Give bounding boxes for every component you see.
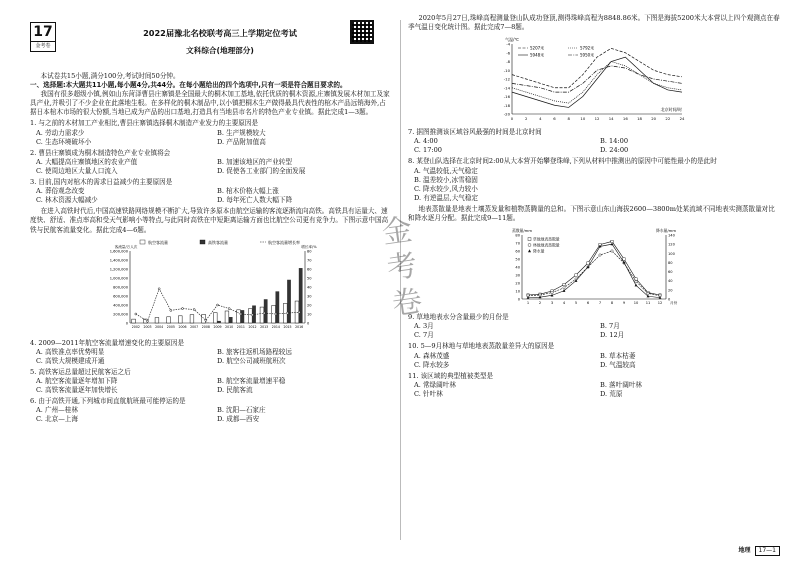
right-column	[408, 14, 780, 399]
bar-rail	[229, 317, 233, 323]
y2-tick-label: 50	[307, 276, 312, 281]
x-tick-label: 3	[550, 301, 554, 306]
option-a: A. 高铁准点率优势明显	[36, 347, 105, 356]
option-b: B. 航空客流量增速平稳	[217, 376, 286, 385]
y2-tick-label: 0	[668, 297, 671, 302]
y2-tick-label: 0	[307, 321, 310, 326]
option-a: A. 葬俗观念改变	[36, 187, 85, 196]
question-5	[30, 368, 392, 395]
bar-rail	[240, 310, 244, 323]
passage-3: 2020年5月27日,珠峰高程测量登山队成功登顶,测得珠峰高程为8848.86米。下图是海拔5200米大本营以上四个观测点在春季气温日变化统计图。据此完成7—8题。	[408, 14, 780, 32]
option-d: D. 气温较高	[600, 360, 636, 369]
growth-point	[287, 312, 289, 314]
x-tick-label: 2002	[131, 324, 140, 329]
bar-rail	[287, 279, 291, 322]
y2-tick-label: 60	[307, 267, 312, 272]
legend-swatch	[528, 249, 531, 252]
question-6	[30, 397, 392, 424]
option-d: D. 航空公司减班航班次	[217, 356, 286, 365]
question-stem: 11. 该区域的典型植被类型是	[408, 371, 494, 380]
option-c: C. 降水较少,风力较小	[414, 184, 478, 193]
x-tick-label: 2014	[271, 324, 280, 329]
option-a: A. 航空客流量逐年增加下降	[36, 376, 118, 385]
growth-point	[193, 308, 195, 310]
option-a: A. 4:00	[414, 137, 438, 146]
y-tick-label: 10	[515, 289, 520, 294]
growth-point	[217, 304, 219, 306]
option-a: A. 3月	[414, 322, 434, 331]
legend-label: 林地地表蒸散量	[533, 242, 560, 248]
option-a: A. 劳动力需求少	[36, 128, 85, 137]
bar-rail	[264, 299, 268, 323]
growth-point	[182, 307, 184, 309]
x-tick-label: 5	[574, 301, 578, 306]
x-tick-label: 6	[553, 116, 556, 122]
question-stem: 7. 据图推测该区域谷风最强的时间是北京时间	[408, 128, 542, 137]
y2-tick-label: 80	[307, 249, 312, 254]
option-a: A. 常绿阔叶林	[414, 380, 456, 389]
x-tick-label: 8	[610, 301, 614, 306]
y-tick-label: 1,000,000	[109, 276, 128, 281]
bar-rail	[217, 321, 221, 323]
option-c: C. 林木资源大幅减少	[36, 196, 98, 205]
question-stem: 5. 高铁客运总量超过民航客运之后	[30, 367, 131, 376]
legend-swatch	[140, 240, 145, 244]
question-1	[30, 119, 392, 146]
exam-title: 2022届豫北名校联考高三上学期定位考试	[143, 28, 297, 38]
y2-tick-label: 30	[307, 294, 312, 299]
x-tick-label: 4	[562, 301, 566, 306]
footer-page-number: 17—1	[755, 546, 780, 556]
paper-number-tab	[30, 22, 56, 52]
growth-point	[275, 313, 277, 315]
legend-label: 草地地表蒸散量	[533, 236, 560, 242]
temperature-diurnal-chart	[490, 34, 690, 126]
x-tick-label: 10	[633, 301, 639, 306]
question-9	[408, 313, 780, 340]
x-tick-label: 2005	[166, 324, 175, 329]
exam-subtitle: 文科综合(地理部分)	[186, 46, 254, 55]
passage-2: 在进入高铁时代后,中国高速铁路网络规模不断扩大,导致许多原本由航空运输的客流逐渐流向高铁。高铁具有运量大、速度快、舒适、准点率高和受天气影响小等特点,与此同时高铁在中短距离运输方面也比航空公司更有竞争力。下图示意中国高铁与民航客流量变化。据此完成4—6题。	[30, 207, 389, 234]
question-4	[30, 339, 392, 366]
y2-tick-label: 120	[668, 242, 675, 247]
option-a: A. 气温较低,天气稳定	[414, 166, 478, 175]
y-tick-label: 600,000	[113, 294, 128, 299]
x-tick-label: 22	[665, 116, 671, 122]
bar-air	[248, 308, 252, 322]
option-b: B. 棺木价格大幅上涨	[217, 187, 279, 196]
x-tick-label: 7	[598, 301, 602, 306]
y-tick-label: -4	[506, 41, 510, 47]
left-column	[30, 72, 392, 424]
legend-swatch	[200, 240, 205, 244]
question-stem: 8. 某登山队选择在北京时间2:00从大本营开始攀登珠峰,下列从材料中推测出的原因中可能性最小的是此时	[408, 157, 717, 166]
y-tick-label: 800,000	[113, 285, 128, 290]
y-tick-label: -10	[503, 67, 510, 73]
x-tick-label: 2008	[201, 324, 210, 329]
x-tick-label: 24	[679, 116, 685, 122]
x-tick-label: 2015	[283, 324, 292, 329]
y-tick-label: 0	[125, 321, 128, 326]
y-tick-label: 0	[517, 297, 520, 302]
question-stem: 6. 由于高铁开通,下列城市间直航航班最可能停运的是	[30, 397, 186, 406]
paper-brand: 金考卷	[31, 41, 55, 51]
y2-axis-label: 增长率/%	[301, 244, 317, 249]
footer-subject: 地理	[738, 546, 751, 554]
data-point	[647, 292, 649, 294]
y-tick-label: -8	[506, 59, 510, 65]
watermark: 金考卷	[374, 213, 424, 325]
bar-air	[202, 314, 206, 323]
x-tick-label: 2011	[236, 324, 245, 329]
series-line	[512, 62, 682, 104]
paper-number: 17	[33, 24, 53, 40]
legend-swatch	[528, 244, 531, 247]
x-tick-label: 2016	[295, 324, 304, 329]
y-tick-label: -14	[503, 85, 510, 91]
question-8	[408, 157, 780, 202]
option-b: B. 落叶阔叶林	[600, 380, 643, 389]
y-axis-label: 客流量/万人次	[114, 244, 138, 249]
y-tick-label: 30	[515, 273, 520, 278]
question-10	[408, 342, 780, 369]
growth-point	[135, 313, 137, 315]
data-point	[563, 284, 565, 286]
y-tick-label: 50	[515, 257, 520, 262]
y-tick-label: 20	[515, 281, 520, 286]
bar-rail	[275, 291, 279, 323]
x-tick-label: 0	[510, 116, 514, 122]
x-tick-label: 20	[651, 116, 657, 122]
growth-point	[252, 313, 254, 315]
x-tick-label: 9	[622, 301, 626, 306]
series-line	[528, 242, 660, 296]
data-point	[611, 240, 613, 242]
qr-code-icon	[350, 20, 374, 44]
growth-point	[240, 313, 242, 315]
bar-air	[190, 314, 194, 322]
growth-point	[170, 309, 172, 311]
option-b: B. 温差较小,冰雪稳固	[414, 175, 478, 184]
y2-tick-label: 20	[307, 303, 312, 308]
bar-air	[237, 309, 241, 322]
option-b: B. 生产规模较大	[217, 128, 266, 137]
question-2	[30, 149, 392, 176]
exam-notice: 本试卷共15小题,满分100分,考试时间50分钟。	[40, 72, 180, 80]
series-line	[528, 244, 660, 297]
x-tick-label: 16	[622, 116, 628, 122]
bar-air	[260, 307, 264, 323]
growth-point	[205, 319, 207, 321]
legend-label: 高铁客流量	[208, 239, 228, 245]
x-axis-label: 月份	[670, 301, 678, 306]
x-tick-label: 8	[567, 116, 570, 122]
question-stem: 3. 目前,国内对棺木的需求日益减少的主要原因是	[30, 178, 173, 187]
option-b: B. 加速该地区的产业转型	[217, 157, 292, 166]
data-point	[563, 287, 565, 289]
option-d: D. 民航客流	[217, 386, 253, 395]
x-tick-label: 12	[657, 301, 663, 306]
series-line	[512, 57, 682, 107]
option-d: D. 12月	[600, 331, 625, 340]
legend-label: 5950米	[580, 52, 595, 58]
y-tick-label: 200,000	[113, 312, 128, 317]
y-tick-label: -12	[503, 76, 510, 82]
bar-air	[132, 319, 136, 323]
x-tick-label: 2006	[178, 324, 187, 329]
x-tick-label: 11	[645, 301, 651, 306]
x-tick-label: 6	[586, 301, 590, 306]
question-3	[30, 178, 392, 205]
y2-axis-label: 降水量/mm	[655, 228, 677, 234]
option-d: D. 促使各工业部门的全面发展	[217, 166, 306, 175]
passage-1: 我国有很多超级小镇,例如山东菏泽曹县庄寨镇是全国最大的桐木加工基地,依托优质的桐木资源,庄寨镇发展木材加工及家具产业,并吸引了不少企业在此落地生根。在多样化的桐木制品中,以小镇把桐木生产做得最具代表性的棺木产品远销海外,占据日本棺木市场的很大份额,当地已成为产品的出口基地,打造具有当地县市名片的特色产业专业镇。据此完成1—3题。	[30, 90, 390, 117]
option-c: C. 降水较多	[414, 360, 450, 369]
option-c: C. 7月	[414, 331, 434, 340]
y2-tick-label: 60	[668, 270, 673, 275]
bar-air	[167, 316, 171, 322]
option-d: D. 24:00	[600, 146, 629, 155]
bar-air	[155, 317, 159, 322]
x-tick-label: 14	[608, 116, 614, 122]
y-tick-label: -6	[506, 50, 510, 56]
x-tick-label: 2003	[143, 324, 152, 329]
x-tick-label: 2	[538, 301, 542, 306]
y-tick-label: -20	[503, 111, 510, 117]
option-a: A. 大幅提高庄寨镇地区的农业产值	[36, 157, 138, 166]
y-tick-label: 60	[515, 249, 520, 254]
y2-tick-label: 40	[668, 279, 673, 284]
data-point	[587, 262, 589, 264]
x-tick-label: 18	[637, 116, 642, 122]
y2-tick-label: 10	[307, 312, 312, 317]
option-c: C. 高铁大规模建成开通	[36, 356, 105, 365]
option-d: D. 每年死亡人数大幅下降	[217, 196, 293, 205]
y2-tick-label: 70	[307, 258, 312, 263]
page-footer	[739, 546, 780, 556]
bar-air	[213, 312, 217, 322]
option-c: C. 17:00	[414, 146, 443, 155]
evapotranspiration-chart	[498, 225, 688, 311]
option-d: D. 成都—西安	[217, 415, 260, 424]
data-point	[611, 250, 613, 252]
option-c: C. 使周边地区大量人口流入	[36, 166, 118, 175]
option-d: D. 产品附加值高	[217, 137, 266, 146]
question-stem: 4. 2009—2011年航空客流量增速变化的主要原因是	[30, 338, 185, 347]
legend-label: 航空客流量	[148, 239, 168, 245]
option-c: C. 高铁客流量逐年加快增长	[36, 386, 118, 395]
y2-tick-label: 40	[307, 285, 312, 290]
x-tick-label: 4	[539, 116, 542, 122]
y-tick-label: 80	[515, 233, 520, 238]
option-d: D. 荒原	[600, 389, 623, 398]
option-c: C. 针叶林	[414, 389, 443, 398]
y-axis-label: 气温/℃	[505, 37, 519, 43]
option-b: B. 14:00	[600, 137, 629, 146]
option-a: A. 森林茂盛	[414, 351, 450, 360]
data-point	[635, 284, 638, 287]
x-tick-label: 2010	[225, 324, 234, 329]
question-7	[408, 128, 780, 155]
y-tick-label: 1,200,000	[109, 267, 128, 272]
y-tick-label: 1,400,000	[109, 258, 128, 263]
growth-point	[147, 320, 149, 322]
x-tick-label: 2007	[190, 324, 199, 329]
option-c: C. 生态环境破坏小	[36, 137, 92, 146]
data-point	[623, 258, 625, 260]
y2-tick-label: 100	[668, 251, 675, 256]
x-axis-label: 北京时间/时	[660, 107, 682, 113]
growth-point	[228, 307, 230, 309]
x-tick-label: 2012	[248, 324, 257, 329]
data-point	[575, 274, 577, 276]
x-tick-label: 2	[524, 116, 528, 122]
bar-air	[225, 311, 229, 323]
option-b: B. 草本枯萎	[600, 351, 636, 360]
growth-point	[298, 311, 300, 313]
legend-label: 5792米	[580, 45, 595, 51]
data-point	[551, 292, 553, 294]
option-b: B. 旅客往返机场路程较远	[217, 347, 292, 356]
x-tick-label: 2013	[260, 324, 269, 329]
y2-tick-label: 80	[668, 261, 673, 266]
y2-tick-label: 140	[668, 233, 675, 238]
passage-4: 地表蒸散量是地表土壤蒸发量和植物蒸腾量的总和。下图示意山东山海拔2600—3800m处某流域不同地表实测蒸散量对比和降水逐月分配。据此完成9—11题。	[408, 204, 775, 223]
x-tick-label: 10	[580, 116, 586, 122]
data-point	[599, 254, 601, 256]
legend-label: 航空客流量增长率	[268, 239, 300, 245]
y-tick-label: 70	[515, 241, 520, 246]
bar-air	[178, 315, 182, 322]
option-d: D. 有逆温层,大气稳定	[414, 193, 479, 202]
y-tick-label: -18	[503, 102, 510, 108]
y-tick-label: 40	[515, 265, 520, 270]
legend-label: 降水量	[533, 248, 545, 254]
question-stem: 10. 5—9月林地与草地地表蒸散量差异大的原因是	[408, 342, 555, 351]
legend-swatch	[528, 238, 531, 241]
option-c: C. 北京—上海	[36, 415, 78, 424]
option-a: A. 广州—桂林	[36, 406, 78, 415]
rail-air-traffic-chart	[100, 237, 330, 337]
legend-label: 5207米	[530, 45, 545, 51]
data-point	[635, 280, 637, 282]
bar-rail	[299, 268, 303, 323]
y2-tick-label: 20	[668, 288, 673, 293]
growth-point	[158, 287, 160, 289]
option-b: B. 沈阳—石家庄	[217, 406, 266, 415]
y-tick-label: 1,600,000	[109, 249, 128, 254]
y-tick-label: 400,000	[113, 303, 128, 308]
question-stem: 1. 与之前的木材加工产业相比,曹县庄寨镇选择桐木制造产业发力的主要原因是	[30, 119, 259, 128]
y-axis-label: 蒸散量/mm	[511, 228, 533, 234]
x-tick-label: 12	[594, 116, 600, 122]
x-tick-label: 2009	[213, 324, 222, 329]
growth-point	[263, 312, 265, 314]
legend-label: 5948米	[530, 52, 545, 58]
question-11	[408, 372, 780, 399]
x-tick-label: 1	[526, 301, 530, 306]
question-stem: 9. 草地地表水分含量最少的月份是	[408, 313, 509, 322]
option-b: B. 7月	[600, 322, 620, 331]
question-stem: 2. 曹县庄寨镇成为桐木制造特色产业专业镇将会	[30, 148, 171, 157]
x-tick-label: 2004	[155, 324, 164, 329]
section-heading: 一、选择题:本大题共11小题,每小题4分,共44分。在每小题给出的四个选项中,只有一项是符合题目要求的。	[30, 81, 347, 90]
y-tick-label: -16	[503, 94, 510, 100]
